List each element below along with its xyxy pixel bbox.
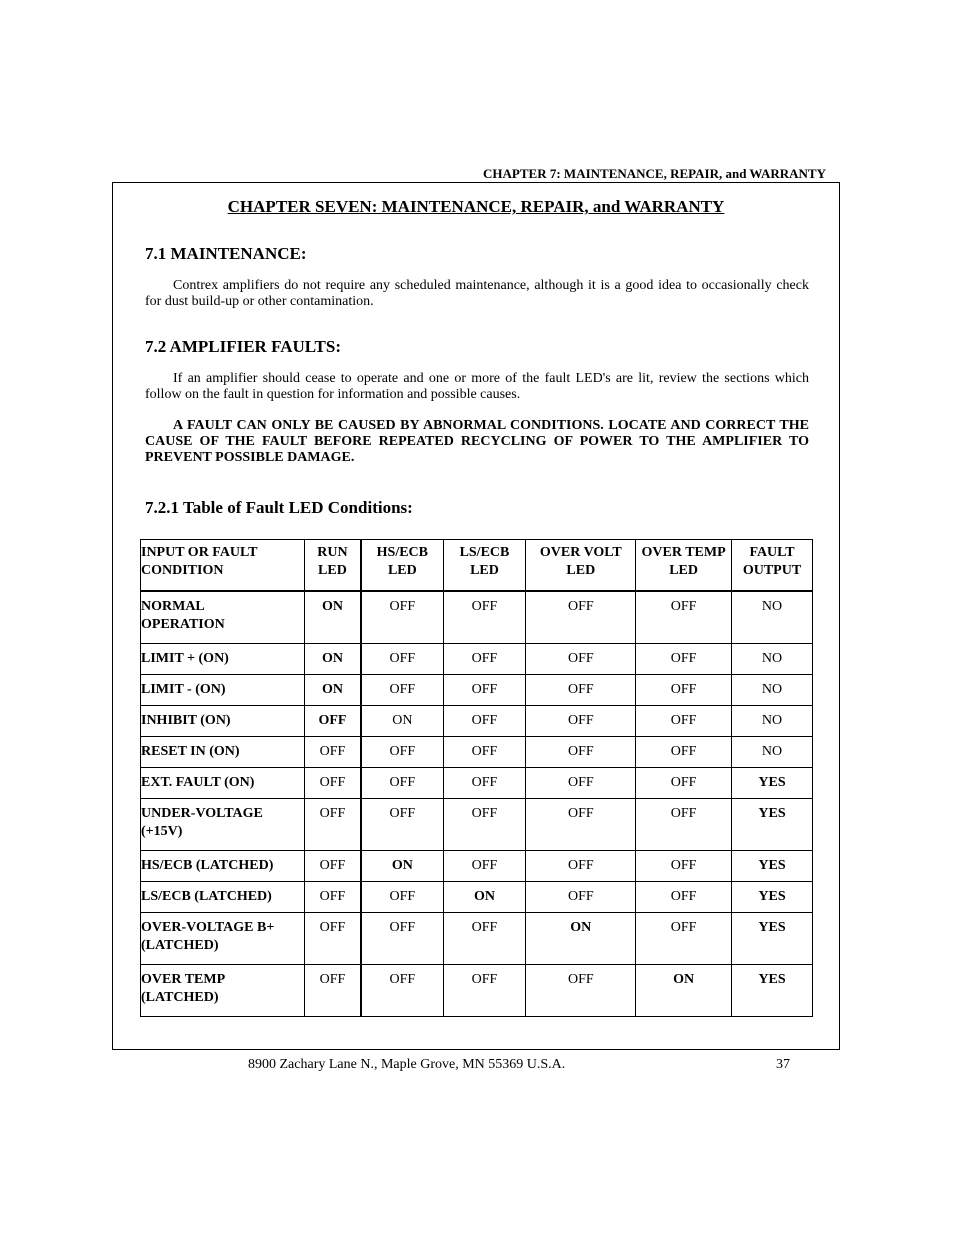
cell-hs-ecb-led: OFF	[361, 964, 443, 1016]
cell-condition: OVER TEMP (LATCHED)	[141, 964, 305, 1016]
cell-run-led: ON	[304, 591, 361, 643]
cell-ls-ecb-led: OFF	[443, 964, 526, 1016]
cell-fault-output: YES	[732, 850, 813, 881]
cell-over-volt-led: OFF	[526, 964, 636, 1016]
col-header-over-temp-led: OVER TEMP LED	[636, 540, 732, 592]
cell-ls-ecb-led: OFF	[443, 912, 526, 964]
cell-over-volt-led: OFF	[526, 767, 636, 798]
table-row	[141, 767, 813, 798]
cell-hs-ecb-led: OFF	[361, 881, 443, 912]
cell-fault-output: YES	[732, 798, 813, 850]
cell-over-volt-led: OFF	[526, 881, 636, 912]
table-row	[141, 643, 813, 674]
cell-over-volt-led: ON	[526, 912, 636, 964]
cell-run-led: OFF	[304, 881, 361, 912]
cell-ls-ecb-led: OFF	[443, 705, 526, 736]
cell-run-led: OFF	[304, 798, 361, 850]
cell-over-temp-led: OFF	[636, 881, 732, 912]
cell-over-temp-led: OFF	[636, 705, 732, 736]
fault-led-table	[140, 539, 813, 1017]
cell-hs-ecb-led: ON	[361, 850, 443, 881]
faults-paragraph: If an amplifier should cease to operate and one or more of the fault LED's are lit, review the sections which follow on the fault in question for information and possible causes.	[145, 371, 809, 402]
cell-fault-output: NO	[732, 705, 813, 736]
table-row	[141, 674, 813, 705]
col-header-ls-ecb-led: LS/ECB LED	[443, 540, 526, 592]
cell-condition: OVER-VOLTAGE B+ (LATCHED)	[141, 912, 305, 964]
table-row	[141, 912, 813, 964]
table-row	[141, 736, 813, 767]
table-row	[141, 964, 813, 1016]
cell-over-temp-led: OFF	[636, 736, 732, 767]
cell-over-temp-led: OFF	[636, 643, 732, 674]
footer-page-number: 37	[776, 1057, 790, 1072]
col-header-hs-ecb-led: HS/ECB LED	[361, 540, 443, 592]
cell-hs-ecb-led: OFF	[361, 767, 443, 798]
cell-ls-ecb-led: OFF	[443, 850, 526, 881]
cell-condition: HS/ECB (LATCHED)	[141, 850, 305, 881]
cell-fault-output: NO	[732, 643, 813, 674]
cell-condition: LIMIT + (ON)	[141, 643, 305, 674]
cell-run-led: OFF	[304, 964, 361, 1016]
cell-fault-output: NO	[732, 674, 813, 705]
cell-run-led: ON	[304, 674, 361, 705]
table-header-row	[141, 540, 813, 592]
col-header-over-volt-led: OVER VOLT LED	[526, 540, 636, 592]
fault-warning-paragraph: A FAULT CAN ONLY BE CAUSED BY ABNORMAL CONDITIONS. LOCATE AND CORRECT THE CAUSE OF THE FAULT BEFORE REPEATED RECYCLING OF POWER TO THE AMPLIFIER TO PREVENT POSSIBLE DAMAGE.	[145, 418, 809, 465]
cell-over-volt-led: OFF	[526, 705, 636, 736]
cell-over-volt-led: OFF	[526, 736, 636, 767]
cell-condition: LS/ECB (LATCHED)	[141, 881, 305, 912]
table-row	[141, 705, 813, 736]
cell-over-volt-led: OFF	[526, 591, 636, 643]
cell-condition: UNDER-VOLTAGE (+15V)	[141, 798, 305, 850]
cell-fault-output: NO	[732, 591, 813, 643]
col-header-condition: INPUT OR FAULT CONDITION	[141, 540, 305, 592]
maintenance-paragraph: Contrex amplifiers do not require any scheduled maintenance, although it is a good idea to occasionally check for dust build-up or other contamination.	[145, 278, 809, 309]
table-row	[141, 850, 813, 881]
cell-hs-ecb-led: OFF	[361, 643, 443, 674]
cell-over-temp-led: OFF	[636, 850, 732, 881]
cell-fault-output: YES	[732, 964, 813, 1016]
cell-ls-ecb-led: OFF	[443, 767, 526, 798]
chapter-title: CHAPTER SEVEN: MAINTENANCE, REPAIR, and WARRANTY	[227, 197, 725, 216]
cell-over-temp-led: OFF	[636, 912, 732, 964]
col-header-fault-output: FAULT OUTPUT	[732, 540, 813, 592]
cell-condition: RESET IN (ON)	[141, 736, 305, 767]
running-header: CHAPTER 7: MAINTENANCE, REPAIR, and WARRANTY	[483, 166, 826, 181]
col-header-run-led: RUN LED	[304, 540, 361, 592]
table-row	[141, 798, 813, 850]
maintenance-heading: 7.1 MAINTENANCE:	[145, 244, 307, 263]
cell-ls-ecb-led: OFF	[443, 736, 526, 767]
cell-run-led: OFF	[304, 705, 361, 736]
cell-hs-ecb-led: OFF	[361, 798, 443, 850]
cell-fault-output: YES	[732, 767, 813, 798]
footer-address: 8900 Zachary Lane N., Maple Grove, MN 55369 U.S.A.	[248, 1057, 566, 1072]
table-row	[141, 591, 813, 643]
cell-condition: EXT. FAULT (ON)	[141, 767, 305, 798]
cell-over-volt-led: OFF	[526, 674, 636, 705]
cell-hs-ecb-led: OFF	[361, 591, 443, 643]
table-row	[141, 881, 813, 912]
cell-over-temp-led: OFF	[636, 798, 732, 850]
cell-run-led: OFF	[304, 767, 361, 798]
cell-over-volt-led: OFF	[526, 850, 636, 881]
cell-run-led: OFF	[304, 736, 361, 767]
cell-hs-ecb-led: OFF	[361, 912, 443, 964]
cell-hs-ecb-led: ON	[361, 705, 443, 736]
cell-run-led: OFF	[304, 850, 361, 881]
cell-condition: INHIBIT (ON)	[141, 705, 305, 736]
cell-fault-output: YES	[732, 881, 813, 912]
cell-over-volt-led: OFF	[526, 798, 636, 850]
cell-over-temp-led: OFF	[636, 591, 732, 643]
cell-over-temp-led: OFF	[636, 767, 732, 798]
cell-fault-output: NO	[732, 736, 813, 767]
cell-fault-output: YES	[732, 912, 813, 964]
cell-over-temp-led: OFF	[636, 674, 732, 705]
cell-over-volt-led: OFF	[526, 643, 636, 674]
cell-over-temp-led: ON	[636, 964, 732, 1016]
cell-ls-ecb-led: OFF	[443, 674, 526, 705]
cell-run-led: OFF	[304, 912, 361, 964]
cell-ls-ecb-led: OFF	[443, 798, 526, 850]
cell-condition: LIMIT - (ON)	[141, 674, 305, 705]
cell-run-led: ON	[304, 643, 361, 674]
faults-heading: 7.2 AMPLIFIER FAULTS:	[145, 337, 341, 356]
cell-hs-ecb-led: OFF	[361, 674, 443, 705]
cell-ls-ecb-led: ON	[443, 881, 526, 912]
cell-ls-ecb-led: OFF	[443, 591, 526, 643]
fault-table-heading: 7.2.1 Table of Fault LED Conditions:	[145, 498, 413, 517]
cell-condition: NORMAL OPERATION	[141, 591, 305, 643]
cell-hs-ecb-led: OFF	[361, 736, 443, 767]
cell-ls-ecb-led: OFF	[443, 643, 526, 674]
